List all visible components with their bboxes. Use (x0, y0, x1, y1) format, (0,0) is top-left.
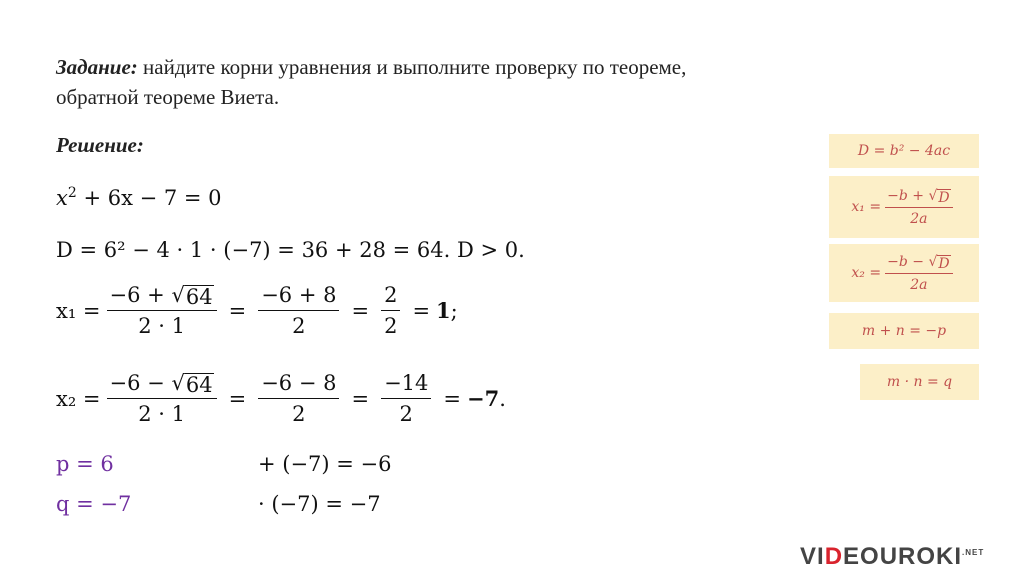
equation (56, 185, 222, 210)
x1-frac-1-radicand: 64 (185, 285, 213, 309)
x1-frac-3-den: 2 (384, 314, 398, 338)
sqrt-icon: √ 64 (171, 283, 213, 309)
x2-frac-2-den: 2 (292, 402, 306, 426)
logo-part-1: VI (800, 543, 825, 570)
formula-sum (829, 313, 979, 349)
x1-lhs: x₁ = (56, 298, 101, 323)
task-label: Задание: (56, 55, 138, 79)
x1-frac-3 (381, 282, 400, 339)
formula-x2-num: −b − (887, 253, 929, 270)
x2-frac-1-radicand: 64 (185, 373, 213, 397)
formula-x1-radicand: D (938, 189, 950, 206)
x2-tail: . (499, 386, 506, 411)
x1-tail: ; (450, 298, 458, 323)
equation-rest: + 6x − 7 = 0 (76, 186, 222, 210)
formula-x1-den: 2a (910, 210, 928, 227)
formula-discriminant (829, 134, 979, 168)
product-check: · (−7) = −7 (258, 492, 381, 516)
formula-sum-text: m + n = −p (861, 323, 947, 339)
x2-lhs: x₂ = (56, 386, 101, 411)
x2-frac-1-num: −6 − (109, 371, 172, 395)
sqrt-icon: √ 64 (171, 371, 213, 397)
formula-x2-den: 2a (910, 276, 928, 293)
sqrt-icon: √ D (928, 187, 950, 206)
x1-frac-2-den: 2 (292, 314, 306, 338)
sqrt-icon: √ D (928, 253, 950, 272)
x1-line (56, 282, 458, 339)
x1-frac-1-den: 2 · 1 (138, 314, 185, 338)
logo-part-2: EOUROKI (843, 543, 963, 570)
x2-frac-1-den: 2 · 1 (138, 402, 185, 426)
x2-result: −7 (467, 386, 500, 411)
equation-exp: 2 (67, 185, 77, 201)
x2-frac-1 (107, 370, 217, 427)
task-line-2: обратной теореме Виета. (56, 85, 280, 109)
sum-check: + (−7) = −6 (258, 452, 392, 476)
task-text (56, 52, 686, 112)
videouroki-logo (800, 543, 984, 571)
equals-sign: = (412, 298, 431, 323)
formula-x2-lhs: x₂ = (851, 265, 882, 281)
logo-part-red: D (824, 543, 844, 570)
p-value: p = 6 (56, 452, 114, 476)
equation-x: x (56, 186, 68, 210)
formula-product (860, 364, 979, 400)
x2-frac-2 (258, 370, 339, 427)
equals-sign: = (351, 386, 370, 411)
equals-sign: = (228, 386, 247, 411)
formula-x1-num: −b + (887, 187, 929, 204)
equals-sign: = (228, 298, 247, 323)
equals-sign: = (351, 298, 370, 323)
x2-line (56, 370, 506, 427)
x2-frac-3-den: 2 (399, 402, 413, 426)
solution-label: Решение: (56, 133, 144, 157)
formula-x2-frac (885, 252, 952, 295)
x2-frac-2-num: −6 − 8 (258, 370, 339, 399)
formula-x2 (829, 244, 979, 302)
x1-frac-1-num: −6 + (109, 283, 172, 307)
formula-x1-lhs: x₁ = (851, 199, 882, 215)
q-value: q = −7 (56, 492, 132, 516)
formula-x1 (829, 176, 979, 238)
x1-result: 1 (436, 298, 451, 323)
x1-frac-1 (107, 282, 217, 339)
equals-sign: = (443, 386, 461, 411)
x1-frac-2 (258, 282, 339, 339)
x2-frac-3 (381, 370, 431, 427)
formula-x2-radicand: D (938, 255, 950, 272)
discriminant-line: D = 6² − 4 · 1 · (−7) = 36 + 28 = 64. D > 0. (56, 238, 525, 262)
x2-frac-3-num: −14 (381, 370, 431, 399)
x1-frac-2-num: −6 + 8 (258, 282, 339, 311)
x1-frac-3-num: 2 (381, 282, 400, 311)
formula-x1-frac (885, 186, 952, 229)
formula-discriminant-text: D = b² − 4ac (857, 143, 951, 159)
logo-suffix: .NET (962, 548, 985, 557)
task-line-1: найдите корни уравнения и выполните проверку по теореме, (137, 55, 687, 79)
formula-product-text: m · n = q (886, 374, 953, 390)
